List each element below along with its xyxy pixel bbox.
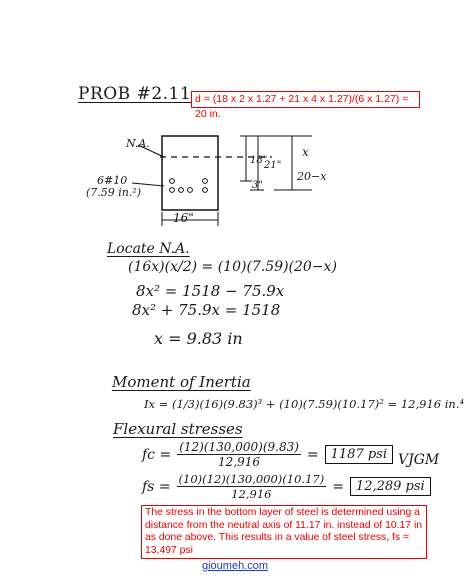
fc-numerator: (12)(130,000)(9.83) <box>179 440 299 454</box>
locate-result: x = 9.83 in <box>154 329 243 348</box>
fc-equals: = <box>306 446 319 463</box>
fs-equals: = <box>332 478 344 495</box>
fc-lhs: fc = <box>142 446 172 463</box>
fc-equation <box>142 440 393 469</box>
bottom-note: The stress in the bottom layer of steel is determined using a distance from the neutral axis of 11.17 in. instead of 10.17 in as done above. This results in a value of steel stress, fs = 13,497 psi <box>141 505 427 559</box>
fs-fraction <box>177 472 327 501</box>
width-label: 16" <box>173 211 194 225</box>
locate-eq-1: (16x)(x/2) = (10)(7.59)(20−x) <box>128 259 337 275</box>
dim-18-label: 18" <box>250 155 268 166</box>
dim-21-label: 21" <box>264 160 282 171</box>
na-label: N.A. <box>126 137 150 150</box>
fs-equation <box>142 472 431 501</box>
fs-numerator: (10)(12)(130,000)(10.17) <box>178 472 325 486</box>
dim-x-label: x <box>302 145 309 159</box>
locate-eq-2: 8x² = 1518 − 75.9x <box>136 282 285 300</box>
fc-fraction <box>177 440 301 469</box>
footer-link[interactable]: gioumeh.com <box>202 560 269 572</box>
locate-heading: Locate N.A. <box>107 241 190 257</box>
top-note: d = (18 x 2 x 1.27 + 21 x 4 x 1.27)/(6 x 1.27) = 20 in. <box>191 91 420 108</box>
bars-area-label: (7.59 in.²) <box>86 186 142 199</box>
inertia-eq: Ix = (1/3)(16)(9.83)³ + (10)(7.59)(10.17)² = 12,916 in.⁴ <box>144 397 465 411</box>
locate-eq-3: 8x² + 75.9x = 1518 <box>132 301 281 319</box>
problem-title: PROB #2.11 <box>78 84 192 104</box>
dim-20-minus-x-label: 20−x <box>297 170 327 183</box>
fs-lhs: fs = <box>142 478 171 495</box>
inertia-heading: Moment of Inertia <box>112 373 251 391</box>
fc-denominator: 12,916 <box>218 455 261 469</box>
initials: VJGM <box>398 452 440 468</box>
fs-denominator: 12,916 <box>231 487 272 501</box>
bars-label: 6#10 <box>97 174 128 187</box>
dim-3-label: 3" <box>252 180 263 191</box>
fc-result: 1187 psi <box>325 445 393 464</box>
stresses-heading: Flexural stresses <box>113 420 243 438</box>
fs-result: 12,289 psi <box>350 477 431 496</box>
